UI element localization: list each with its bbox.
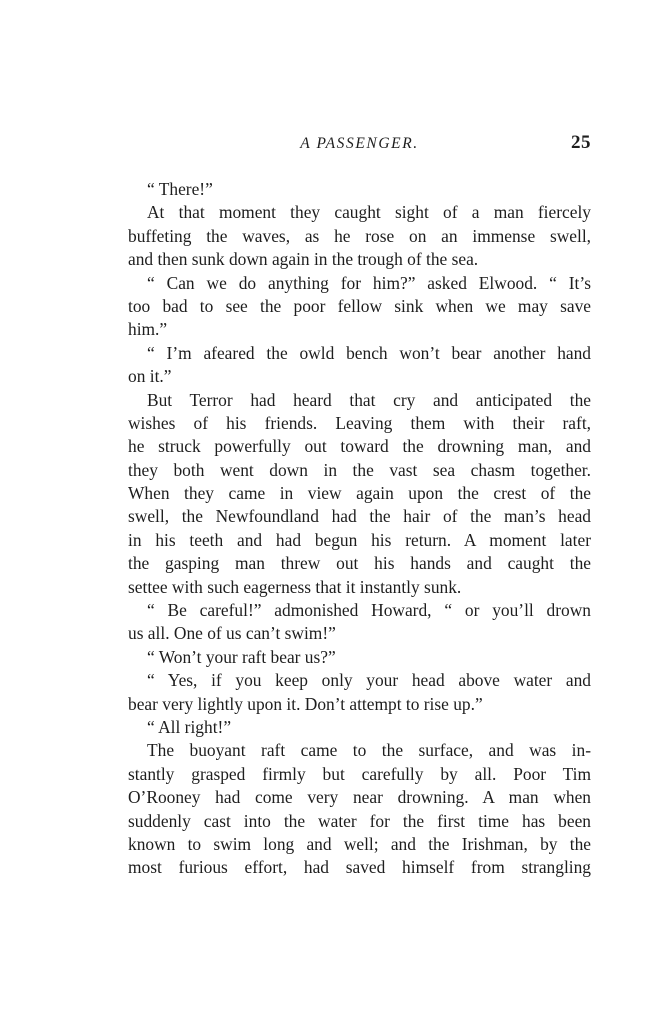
- text-line: “ Yes, if you keep only your head above water and: [147, 670, 591, 691]
- page-number: 25: [571, 132, 591, 153]
- text-line: on it.”: [128, 366, 172, 387]
- text-line: he struck powerfully out toward the drowning man, and: [128, 436, 591, 457]
- text-line: “ Won’t your raft bear us?”: [147, 646, 336, 667]
- running-header: [128, 132, 591, 156]
- text-line: The buoyant raft came to the surface, and was in-: [147, 740, 591, 761]
- text-line: bear very lightly upon it. Don’t attempt to rise up.”: [128, 693, 483, 714]
- text-line: When they came in view again upon the crest of the: [128, 483, 591, 504]
- text-line: buffeting the waves, as he rose on an immense swell,: [128, 225, 591, 246]
- running-title: A PASSENGER.: [300, 135, 419, 152]
- text-line: wishes of his friends. Leaving them with their raft,: [128, 412, 591, 433]
- text-line: settee with such eagerness that it instantly sunk.: [128, 576, 462, 597]
- text-line: “ There!”: [147, 179, 213, 199]
- text-line: suddenly cast into the water for the first time has been: [128, 810, 591, 831]
- text-line: in his teeth and had begun his return. A moment later: [128, 529, 591, 550]
- text-line: But Terror had heard that cry and anticipated the: [147, 389, 591, 410]
- text-line: known to swim long and well; and the Irishman, by the: [128, 833, 591, 854]
- text-line: “ I’m afeared the owld bench won’t bear another hand: [147, 342, 591, 363]
- body-text: [128, 178, 591, 880]
- text-line: stantly grasped firmly but carefully by all. Poor Tim: [128, 763, 591, 784]
- text-line: At that moment they caught sight of a man fiercely: [147, 202, 591, 223]
- text-line: “ All right!”: [147, 716, 232, 737]
- text-line: swell, the Newfoundland had the hair of the man’s head: [128, 506, 591, 527]
- text-line: O’Rooney had come very near drowning. A man when: [128, 787, 591, 808]
- text-line: and then sunk down again in the trough of the sea.: [128, 249, 479, 270]
- text-line: the gasping man threw out his hands and caught the: [128, 553, 591, 574]
- text-line: too bad to see the poor fellow sink when we may save: [128, 295, 591, 316]
- text-line: most furious effort, had saved himself from strangling: [128, 857, 591, 878]
- text-line: him.”: [128, 319, 168, 340]
- text-line: us all. One of us can’t swim!”: [128, 623, 336, 644]
- text-line: “ Be careful!” admonished Howard, “ or you’ll drown: [147, 600, 591, 621]
- text-line: they both went down in the vast sea chasm together.: [128, 459, 591, 480]
- text-line: “ Can we do anything for him?” asked Elwood. “ It’s: [147, 272, 591, 293]
